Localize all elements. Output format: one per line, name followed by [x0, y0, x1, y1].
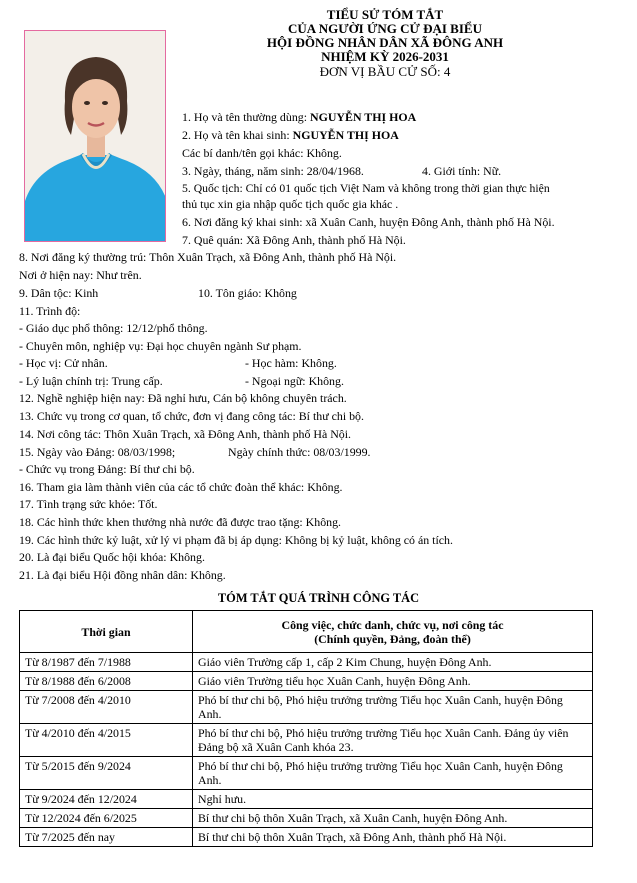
description-cell: Phó bí thư chi bộ, Phó hiệu trưởng trường Tiểu học Xuân Canh, huyện Đông Anh.: [193, 757, 593, 790]
nationality-line-2: thủ tục xin gia nhập quốc tịch quốc gia khác .: [182, 197, 399, 211]
council-name: HỘI ĐỒNG NHÂN DÂN XÃ ĐÔNG ANH: [266, 35, 504, 50]
current-position: 13. Chức vụ trong cơ quan, tổ chức, đơn vị đang công tác: Bí thư chi bộ.: [19, 409, 364, 423]
foreign-language: - Ngoại ngữ: Không.: [245, 374, 344, 388]
ethnicity: 9. Dân tộc: Kinh: [19, 286, 99, 300]
period-cell: Từ 7/2008 đến 4/2010: [20, 691, 193, 724]
table-header-row: [20, 611, 593, 653]
education-title: 11. Trình độ:: [19, 304, 81, 318]
period-cell: Từ 9/2024 đến 12/2024: [20, 790, 193, 809]
party-join-date: 15. Ngày vào Đảng: 08/03/1998;: [19, 445, 176, 459]
work-history-title: TÓM TẮT QUÁ TRÌNH CÔNG TÁC: [217, 591, 420, 605]
common-name-line: 1. Họ và tên thường dùng: NGUYỄN THỊ HOA: [182, 110, 417, 124]
birth-name-line: 2. Họ và tên khai sinh: NGUYỄN THỊ HOA: [182, 128, 399, 142]
table-row: [20, 790, 593, 809]
awards: 18. Các hình thức khen thưởng nhà nước đã được trao tặng: Không.: [19, 515, 342, 529]
professional-education: - Chuyên môn, nghiệp vụ: Đại học chuyên ngành Sư phạm.: [19, 339, 302, 353]
description-cell: Giáo viên Trường cấp 1, cấp 2 Kim Chung, huyện Đông Anh.: [193, 653, 593, 672]
period-cell: Từ 8/1988 đến 6/2008: [20, 672, 193, 691]
common-name-value: NGUYỄN THỊ HOA: [310, 110, 417, 124]
description-cell: Phó bí thư chi bộ, Phó hiệu trưởng trường Tiểu học Xuân Canh. Đảng ủy viên Đảng bộ xã Xuân Canh khóa 23.: [193, 724, 593, 757]
period-cell: Từ 12/2024 đến 6/2025: [20, 809, 193, 828]
period-cell: Từ 7/2025 đến nay: [20, 828, 193, 847]
electoral-unit: ĐƠN VỊ BẦU CỬ SỐ: 4: [319, 64, 451, 79]
table-row: [20, 757, 593, 790]
table-row: [20, 724, 593, 757]
description-cell: Phó bí thư chi bộ, Phó hiệu trưởng trường Tiểu học Xuân Canh, huyện Đông Anh.: [193, 691, 593, 724]
workplace: 14. Nơi công tác: Thôn Xuân Trạch, xã Đông Anh, thành phố Hà Nội.: [19, 427, 352, 441]
description-cell: Nghỉ hưu.: [193, 790, 593, 809]
work-history-table: [19, 610, 593, 847]
general-education: - Giáo dục phổ thông: 12/12/phổ thông.: [19, 321, 208, 335]
gender: 4. Giới tính: Nữ.: [422, 164, 502, 178]
description-cell: Bí thư chi bộ thôn Xuân Trạch, xã Đông Anh, thành phố Hà Nội.: [193, 828, 593, 847]
nationality-line-1: 5. Quốc tịch: Chỉ có 01 quốc tịch Việt Nam và không trong thời gian thực hiện: [182, 182, 550, 195]
political-theory: - Lý luận chính trị: Trung cấp.: [19, 374, 163, 388]
period-cell: Từ 8/1987 đến 7/1988: [20, 653, 193, 672]
birth-name-value: NGUYỄN THỊ HOA: [292, 128, 399, 142]
religion: 10. Tôn giáo: Không: [198, 286, 297, 300]
national-assembly-delegate: 20. Là đại biểu Quốc hội khóa: Không.: [19, 550, 205, 564]
birth-registration: 6. Nơi đăng ký khai sinh: xã Xuân Canh, huyện Đông Anh, thành phố Hà Nội.: [182, 215, 555, 229]
aliases: Các bí danh/tên gọi khác: Không.: [182, 146, 342, 160]
period-cell: Từ 4/2010 đến 4/2015: [20, 724, 193, 757]
term: NHIỆM KỲ 2026-2031: [321, 49, 449, 64]
academic-title: - Học hàm: Không.: [245, 356, 337, 370]
organizations: 16. Tham gia làm thành viên của các tổ chức đoàn thể khác: Không.: [19, 480, 343, 494]
discipline: 19. Các hình thức kỷ luật, xử lý vi phạm đã bị áp dụng: Không bị kỷ luật, không có án tích.: [19, 533, 453, 547]
table-row: [20, 828, 593, 847]
degree: - Học vị: Cử nhân.: [19, 356, 108, 370]
description-cell: Giáo viên Trường tiểu học Xuân Canh, huyện Đông Anh.: [193, 672, 593, 691]
table-row: [20, 653, 593, 672]
description-cell: Bí thư chi bộ thôn Xuân Trạch, xã Xuân Canh, huyện Đông Anh.: [193, 809, 593, 828]
table-row: [20, 672, 593, 691]
date-of-birth: 3. Ngày, tháng, năm sinh: 28/04/1968.: [182, 164, 364, 178]
candidate-photo: [24, 30, 166, 242]
council-delegate: 21. Là đại biểu Hội đồng nhân dân: Không.: [19, 568, 226, 582]
party-position: - Chức vụ trong Đảng: Bí thư chi bộ.: [19, 462, 195, 476]
period-cell: Từ 5/2015 đến 9/2024: [20, 757, 193, 790]
table-row: [20, 809, 593, 828]
doc-title: TIỂU SỬ TÓM TẮT: [326, 7, 444, 22]
party-official-date: Ngày chính thức: 08/03/1999.: [228, 445, 371, 459]
table-row: [20, 691, 593, 724]
portrait-image: [25, 31, 166, 242]
hometown: 7. Quê quán: Xã Đông Anh, thành phố Hà Nội.: [182, 233, 406, 247]
occupation: 12. Nghề nghiệp hiện nay: Đã nghỉ hưu, Cán bộ không chuyên trách.: [19, 391, 347, 405]
permanent-residence: 8. Nơi đăng ký thường trú: Thôn Xuân Trạch, xã Đông Anh, thành phố Hà Nội.: [19, 250, 397, 264]
doc-subtitle: CỦA NGƯỜI ỨNG CỬ ĐẠI BIỂU: [288, 21, 482, 36]
period-header: Thời gian: [20, 611, 193, 653]
health: 17. Tình trạng sức khỏe: Tốt.: [19, 497, 158, 511]
current-residence: Nơi ở hiện nay: Như trên.: [19, 268, 142, 282]
description-header: Công việc, chức danh, chức vụ, nơi công tác (Chính quyền, Đảng, đoàn thể): [193, 611, 593, 653]
